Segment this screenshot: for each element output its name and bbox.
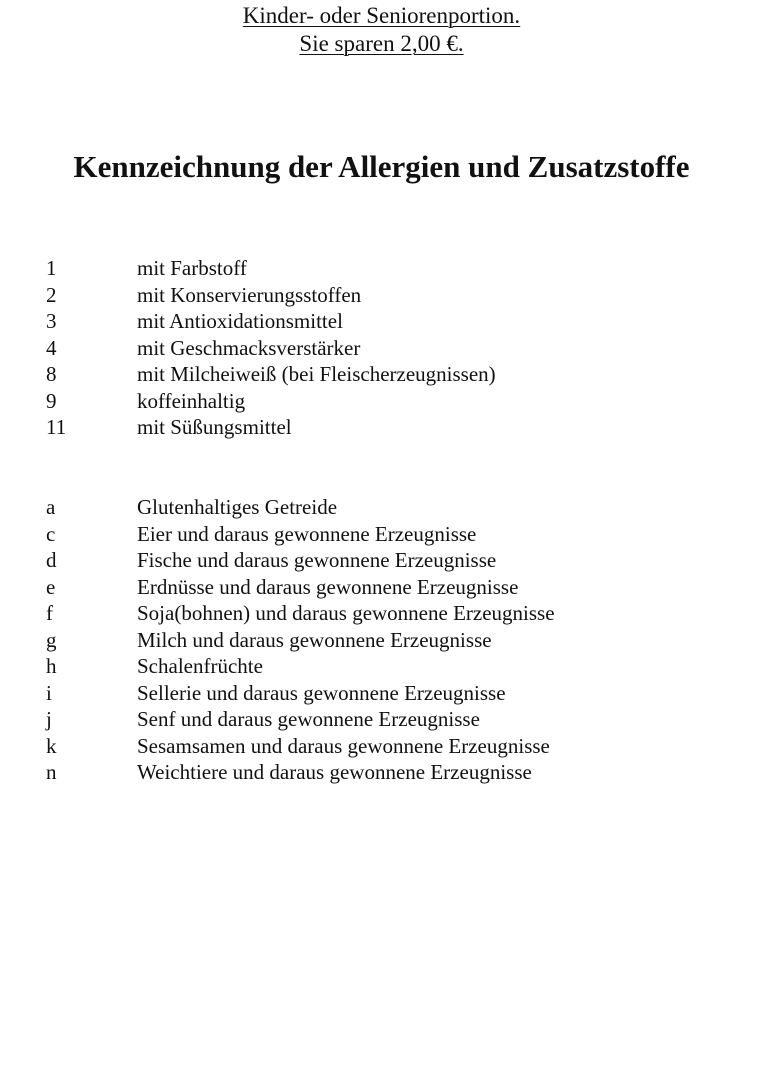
allergen-code: e: [46, 574, 56, 599]
list-item: [46, 627, 555, 654]
allergen-label: Milch und daraus gewonnene Erzeugnisse: [137, 627, 492, 652]
list-item: [46, 733, 555, 760]
additive-code: 11: [46, 415, 67, 439]
portion-notice-line1: Kinder- oder Seniorenportion.: [242, 3, 521, 28]
list-item: [46, 388, 496, 415]
allergen-code: h: [46, 654, 57, 678]
additive-label: mit Antioxidationsmittel: [137, 309, 343, 333]
allergen-label: Fische und daraus gewonnene Erzeugnisse: [137, 548, 497, 572]
list-item: [46, 653, 555, 680]
list-item: [46, 414, 496, 441]
allergen-label: Schalenfrüchte: [137, 654, 263, 678]
additives-list: [46, 255, 496, 441]
allergen-label: Sellerie und daraus gewonnene Erzeugnisse: [137, 680, 506, 705]
allergen-label: Glutenhaltiges Getreide: [137, 495, 338, 519]
allergen-code: d: [46, 548, 57, 572]
allergen-code: f: [46, 601, 53, 625]
additive-label: mit Geschmacksverstärker: [137, 335, 361, 360]
additive-code: 4: [46, 335, 57, 360]
list-item: [46, 494, 555, 521]
additive-code: 3: [46, 309, 57, 333]
allergen-code: g: [46, 627, 57, 652]
list-item: [46, 282, 496, 309]
list-item: [46, 600, 555, 627]
portion-notice: [0, 2, 763, 58]
allergen-code: i: [46, 680, 52, 705]
allergen-label: Erdnüsse und daraus gewonnene Erzeugnisse: [137, 574, 519, 599]
additive-label: mit Milcheiweiß (bei Fleischerzeugnissen): [137, 362, 496, 386]
allergen-label: Weichtiere und daraus gewonnene Erzeugnisse: [137, 760, 532, 784]
list-item: [46, 335, 496, 362]
allergen-label: Senf und daraus gewonnene Erzeugnisse: [137, 707, 480, 731]
allergen-code: a: [46, 495, 56, 519]
additive-label: koffeinhaltig: [137, 388, 246, 413]
additive-label: mit Süßungsmittel: [137, 415, 292, 439]
additive-label: mit Farbstoff: [137, 256, 247, 280]
additive-label: mit Konservierungsstoffen: [137, 282, 362, 307]
allergen-code: k: [46, 733, 57, 758]
page-title: Kennzeichnung der Allergien und Zusatzstoffe: [73, 149, 690, 184]
allergen-code: c: [46, 521, 56, 546]
additive-code: 1: [46, 256, 57, 280]
additive-code: 2: [46, 282, 57, 307]
portion-notice-line2: Sie sparen 2,00 €.: [299, 31, 464, 56]
allergen-code: n: [46, 760, 57, 784]
list-item: [46, 680, 555, 707]
allergen-label: Eier und daraus gewonnene Erzeugnisse: [137, 521, 477, 546]
list-item: [46, 308, 496, 335]
list-item: [46, 521, 555, 548]
list-item: [46, 547, 555, 574]
additive-code: 9: [46, 388, 57, 413]
allergen-label: Sesamsamen und daraus gewonnene Erzeugnisse: [137, 733, 550, 758]
additive-code: 8: [46, 362, 57, 386]
list-item: [46, 759, 555, 786]
allergens-list: [46, 494, 555, 786]
list-item: [46, 255, 496, 282]
list-item: [46, 574, 555, 601]
list-item: [46, 706, 555, 733]
allergen-label: Soja(bohnen) und daraus gewonnene Erzeugnisse: [137, 601, 555, 625]
allergen-code: j: [46, 707, 52, 731]
list-item: [46, 361, 496, 388]
